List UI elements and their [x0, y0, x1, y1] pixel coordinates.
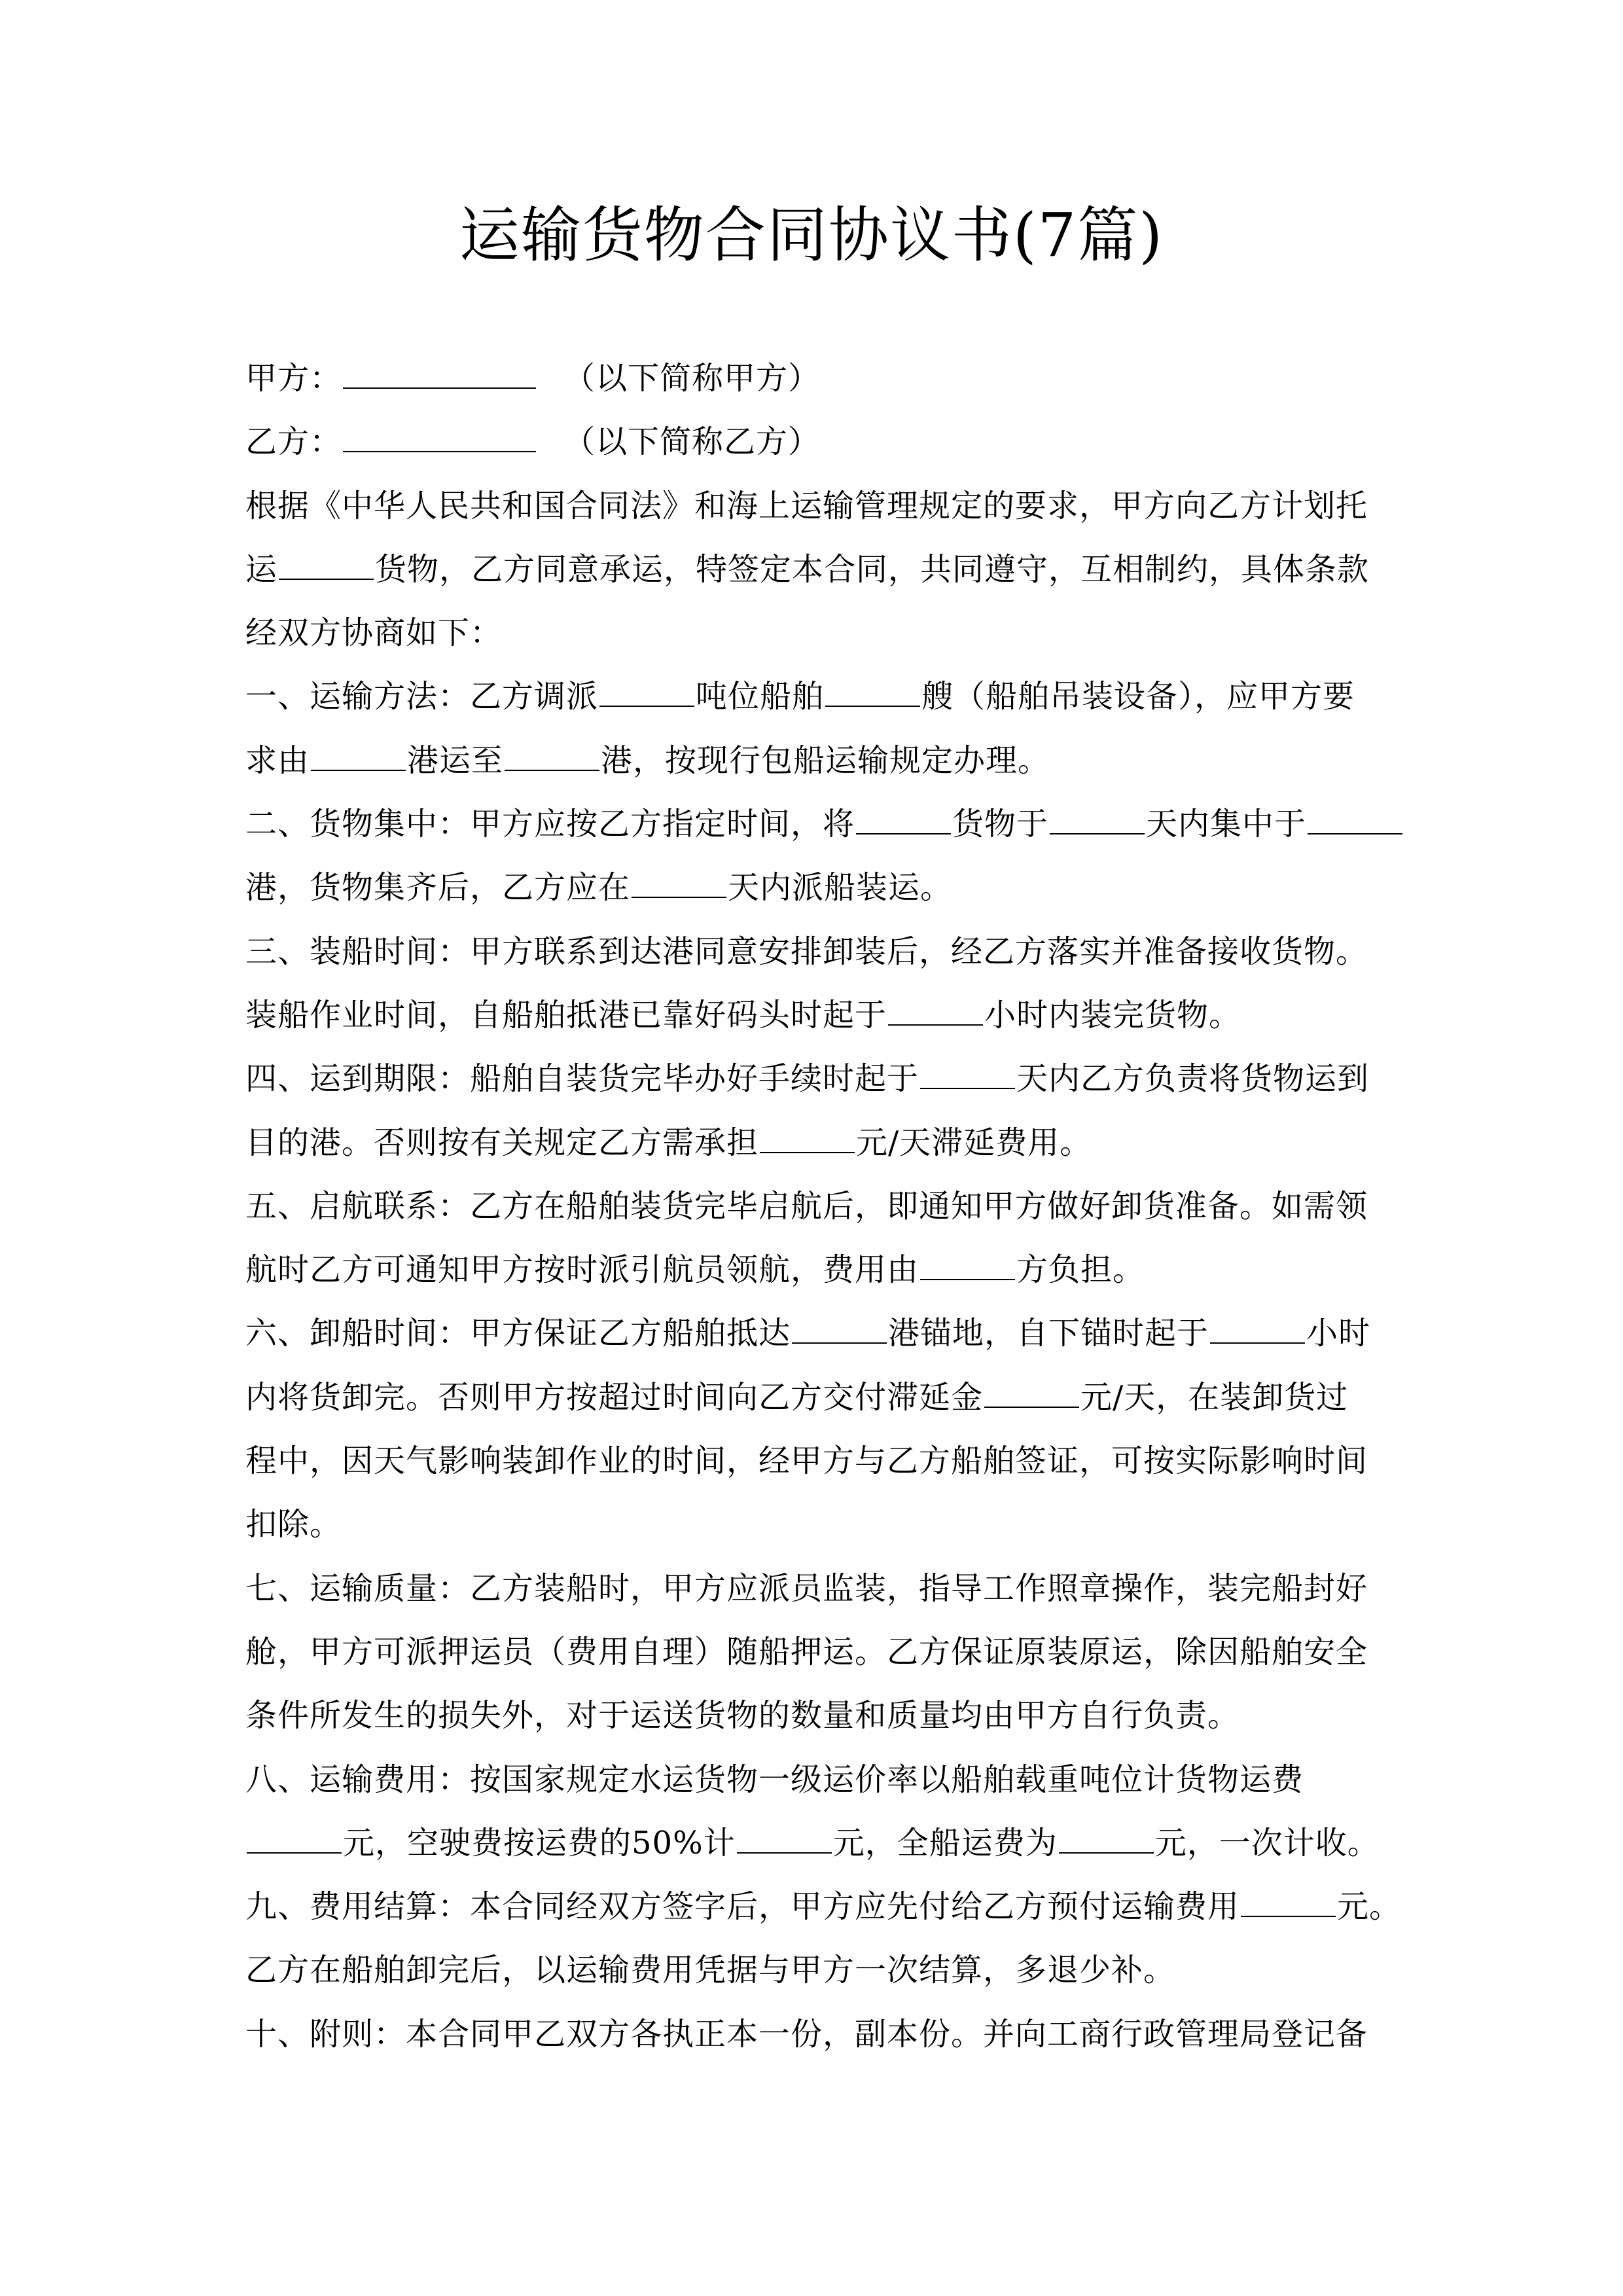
line-text: 港锚地，自下锚时起于 — [888, 1315, 1209, 1352]
text-line — [245, 1238, 1381, 1302]
line-text: 五、启航联系：乙方在船舶装货完毕启航后，即通知甲方做好卸货准备。如需领 — [245, 1187, 1368, 1225]
line-text: 四、运到期限：船舶自装货完毕办好手续时起于 — [245, 1060, 919, 1098]
text-line — [245, 1047, 1381, 1111]
fill-in-blank[interactable] — [1308, 807, 1402, 834]
text-line — [245, 1557, 1381, 1621]
line-text: 小时 — [1306, 1315, 1371, 1352]
line-text: 十、附则：本合同甲乙双方各执正本一份，副本份。并向工商行政管理局登记备 — [245, 2015, 1368, 2053]
party-b-note: （以下简称乙方） — [563, 423, 821, 461]
fill-in-blank[interactable] — [599, 679, 694, 707]
line-text: 二、货物集中：甲方应按乙方指定时间，将 — [245, 806, 855, 843]
text-line — [245, 1748, 1381, 1812]
text-line — [245, 601, 1381, 665]
line-text: 扣除。 — [245, 1506, 342, 1543]
fill-in-blank[interactable] — [311, 744, 406, 771]
line-text: 根据《中华人民共和国合同法》和海上运输管理规定的要求，甲方向乙方计划托 — [245, 487, 1368, 524]
line-text: 港，按现行包船运输规定办理。 — [601, 742, 1050, 779]
line-text: 港运至 — [407, 742, 504, 779]
party-a-note: （以下简称甲方） — [563, 360, 821, 397]
line-text: 八、运输费用：按国家规定水运货物一级运价率以船舶载重吨位计货物运费 — [245, 1761, 1304, 1798]
party-b-blank[interactable] — [343, 425, 536, 452]
line-text: 航时乙方可通知甲方按时派引航员领航，费用由 — [245, 1251, 919, 1289]
fill-in-blank[interactable] — [505, 744, 599, 771]
line-text: 七、运输质量：乙方装船时，甲方应派员监装，指导工作照章操作，装完船封好 — [245, 1570, 1368, 1607]
party-b-line — [245, 410, 1381, 474]
fill-in-blank[interactable] — [1210, 1316, 1305, 1344]
contract-clauses — [245, 475, 1402, 2066]
line-text: 艘（船舶吊装设备），应甲方要 — [921, 678, 1355, 715]
fill-in-blank[interactable] — [632, 870, 726, 898]
line-text: 方负担。 — [1016, 1251, 1145, 1289]
text-line — [245, 665, 1381, 728]
party-b-label: 乙方： — [245, 423, 342, 461]
text-line — [245, 1302, 1381, 1365]
text-line — [245, 984, 1381, 1047]
fill-in-blank[interactable] — [279, 552, 374, 580]
fill-in-blank[interactable] — [856, 807, 951, 834]
line-text: 港，货物集齐后，乙方应在 — [245, 869, 631, 906]
fill-in-blank[interactable] — [888, 998, 983, 1026]
line-text: 天内集中于 — [1146, 806, 1307, 843]
line-text: 条件所发生的损失外，对于运送货物的数量和质量均由甲方自行负责。 — [245, 1697, 1240, 1734]
text-line — [245, 1111, 1381, 1175]
fill-in-blank[interactable] — [825, 679, 920, 707]
fill-in-blank[interactable] — [760, 1126, 855, 1153]
line-text: 货物，乙方同意承运，特签定本合同，共同遵守，互相制约，具体条款 — [375, 550, 1370, 588]
text-line — [245, 538, 1381, 601]
line-text: 小时内装完货物。 — [984, 996, 1241, 1033]
line-text: 元。 — [1337, 1888, 1402, 1926]
line-text: 元，空驶费按运费的50%计 — [343, 1824, 736, 1861]
text-line — [245, 1621, 1381, 1684]
line-text: 元，全船运费为 — [832, 1824, 1058, 1861]
text-line — [245, 1812, 1381, 1875]
text-line — [245, 1939, 1381, 2002]
line-text: 元，一次计收。 — [1154, 1824, 1380, 1861]
fill-in-blank[interactable] — [737, 1826, 832, 1854]
line-text: 元/天，在装卸货过 — [1080, 1378, 1349, 1416]
text-line — [245, 793, 1381, 856]
fill-in-blank[interactable] — [920, 1253, 1015, 1280]
text-line — [245, 1684, 1381, 1748]
line-text: 求由 — [245, 742, 310, 779]
line-text: 内将货卸完。否则甲方按超过时间向乙方交付滞延金 — [245, 1378, 984, 1416]
text-line — [245, 1875, 1402, 1939]
text-line — [245, 475, 1381, 538]
text-line — [245, 2003, 1381, 2066]
text-line — [245, 729, 1381, 793]
line-text: 装船作业时间，自船舶抵港已靠好码头时起于 — [245, 996, 887, 1033]
line-text: 经双方协商如下： — [245, 615, 503, 652]
text-line — [245, 856, 1381, 920]
fill-in-blank[interactable] — [984, 1380, 1079, 1408]
party-a-line — [245, 347, 1381, 410]
line-text: 三、装船时间：甲方联系到达港同意安排卸装后，经乙方落实并准备接收货物。 — [245, 933, 1368, 970]
text-line — [245, 1175, 1381, 1238]
line-text: 天内乙方负责将货物运到 — [1016, 1060, 1370, 1098]
line-text: 一、运输方法：乙方调派 — [245, 678, 599, 715]
party-a-blank[interactable] — [343, 361, 536, 389]
fill-in-blank[interactable] — [1059, 1826, 1154, 1854]
fill-in-blank[interactable] — [247, 1826, 342, 1854]
line-text: 程中，因天气影响装卸作业的时间，经甲方与乙方船舶签证，可按实际影响时间 — [245, 1443, 1368, 1480]
document-title: 运输货物合同协议书(7篇) — [459, 200, 1164, 270]
line-text: 元/天滞延费用。 — [856, 1124, 1092, 1161]
line-text: 目的港。否则按有关规定乙方需承担 — [245, 1124, 759, 1161]
text-line — [245, 1366, 1381, 1429]
fill-in-blank[interactable] — [792, 1316, 887, 1344]
text-line — [245, 1493, 1381, 1556]
line-text: 吨位船舶 — [696, 678, 825, 715]
line-text: 货物于 — [952, 806, 1049, 843]
text-line — [245, 920, 1381, 984]
line-text: 天内派船装运。 — [728, 869, 953, 906]
party-a-label: 甲方： — [245, 360, 342, 397]
text-line — [245, 1429, 1381, 1493]
line-text: 舱，甲方可派押运员（费用自理）随船押运。乙方保证原装原运，除因船舶安全 — [245, 1633, 1368, 1670]
line-text: 乙方在船舶卸完后，以运输费用凭据与甲方一次结算，多退少补。 — [245, 1952, 1176, 1989]
line-text: 六、卸船时间：甲方保证乙方船舶抵达 — [245, 1315, 791, 1352]
fill-in-blank[interactable] — [1241, 1890, 1336, 1917]
fill-in-blank[interactable] — [1050, 807, 1145, 834]
document-body — [245, 347, 1402, 2066]
fill-in-blank[interactable] — [920, 1062, 1015, 1089]
line-text: 九、费用结算：本合同经双方签字后，甲方应先付给乙方预付运输费用 — [245, 1888, 1240, 1926]
line-text: 运 — [245, 550, 278, 588]
